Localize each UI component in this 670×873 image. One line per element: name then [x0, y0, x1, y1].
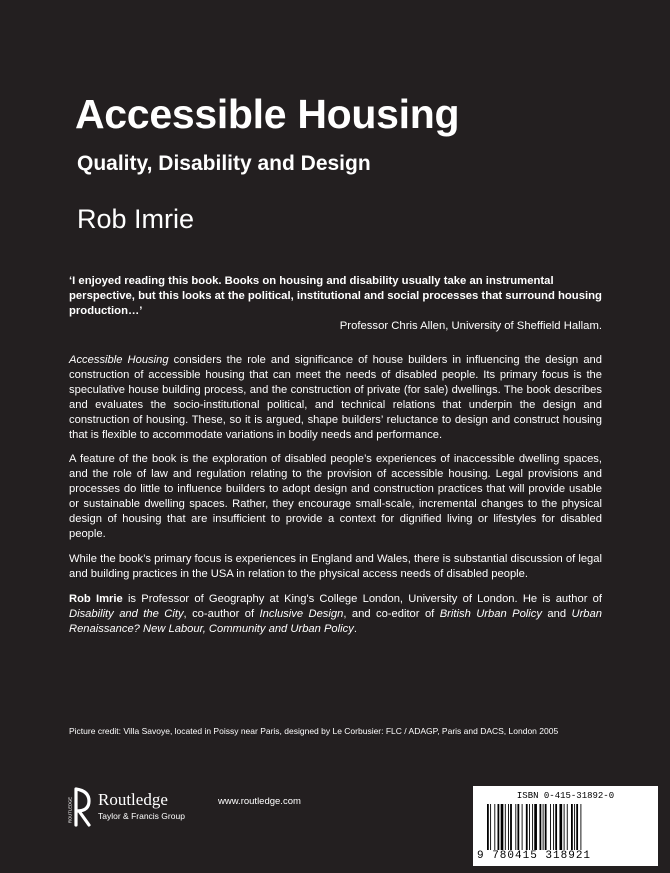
- author-book-4: Urban Renaissance? New Labour, Community and Urban Policy: [69, 607, 602, 635]
- endorsement-attribution: Professor Chris Allen, University of Sheffield Hallam.: [339, 320, 602, 332]
- barcode-stripe: [540, 804, 542, 850]
- author-book-1: Disability and the City: [69, 607, 184, 620]
- barcode-stripe: [553, 804, 554, 850]
- barcode-stripe: [526, 804, 528, 850]
- barcode-stripe: [498, 804, 500, 850]
- barcode-stripe: [571, 804, 573, 850]
- barcode-stripe: [510, 804, 512, 850]
- publisher-group: Taylor & Francis Group: [98, 811, 185, 821]
- barcode-stripe: [564, 804, 565, 850]
- barcode-panel: [473, 786, 658, 866]
- barcode-stripe: [494, 804, 495, 850]
- author-bio-text: .: [353, 622, 357, 635]
- barcode-stripe: [529, 804, 530, 850]
- publisher-logo: [69, 787, 219, 827]
- blurb-paragraph-3: While the book’s primary focus is experiences in England and Wales, there is substantial discussion of legal and building practices in the USA in relation to the physical access needs of disabled people.: [69, 552, 602, 580]
- blurb-title-italic: Accessible Housing: [69, 354, 169, 366]
- blurb-paragraph-2: A feature of the book is the exploration of disabled people’s experiences of inaccessible dwelling spaces, and the role of law and regulation relating to the provision of accessible housing. Legal provisions and processes do little to influence builders to adopt design and construction practices that will provide usable or sustainable dwelling spaces. Rather, they encourage small-scale, incremental changes to the physical design of housing that are insufficient to provide a context for dignified living or lifestyles for disabled people.: [69, 453, 602, 540]
- isbn-label: ISBN 0-415-31892-0: [516, 791, 615, 801]
- book-author: Rob Imrie: [77, 204, 195, 234]
- author-bio: [69, 592, 602, 637]
- blurb: [69, 353, 602, 646]
- author-bio-name: Rob Imrie: [69, 592, 123, 605]
- barcode-icon: [487, 804, 647, 850]
- barcode-stripe: [490, 804, 491, 850]
- barcode-stripe: [576, 804, 578, 850]
- publisher-name: Routledge: [98, 790, 168, 809]
- book-title: Accessible Housing: [75, 91, 460, 137]
- author-bio-text: , and co-editor of: [343, 607, 440, 620]
- blurb-paragraph-1-text: considers the role and significance of house builders in influencing the design and construction of accessible housing that can meet the needs of disabled people. Its primary focus is the speculative house building process, and the construction of private (for sale) dwellings. The book describes and evaluates the socio-institutional political, and technical relations that underpin the design and construction of housing. These, so it is argued, shape builders’ reluctance to design and construct housing that is flexible to accommodate variations in bodily needs and performance.: [69, 354, 602, 441]
- barcode-stripe: [517, 804, 519, 850]
- routledge-logo-icon: [69, 787, 91, 827]
- logo-vertical-text: ROUTLEDGE: [67, 796, 73, 823]
- barcode-stripe: [574, 804, 575, 850]
- blurb-paragraph-1: [69, 353, 602, 442]
- barcode-stripe: [555, 804, 557, 850]
- barcode-stripe: [559, 804, 562, 850]
- barcode-stripe: [534, 804, 537, 850]
- author-bio-text: is Professor of Geography at King's College London, University of London. He is author of: [122, 592, 602, 605]
- barcode-stripe: [543, 804, 544, 850]
- publisher-url: www.routledge.com: [218, 796, 301, 807]
- endorsement: [69, 274, 602, 334]
- author-book-3: British Urban Policy: [439, 607, 542, 620]
- barcode-stripe: [522, 804, 523, 850]
- barcode-stripe: [567, 804, 568, 850]
- barcode-stripe: [501, 804, 504, 850]
- barcode-stripe: [505, 804, 506, 850]
- ean-number: 9 780415 318921: [477, 850, 592, 862]
- author-bio-text: and: [541, 607, 572, 620]
- author-book-2: Inclusive Design: [259, 607, 344, 620]
- author-bio-text: , co-author of: [183, 607, 260, 620]
- barcode-stripe: [545, 804, 547, 850]
- picture-credit: Picture credit: Villa Savoye, located in Poissy near Paris, designed by Le Corbusier: FLC / ADAGP, Paris and DACS, London 2005: [69, 726, 559, 736]
- barcode-stripe: [550, 804, 551, 850]
- endorsement-quote: ‘I enjoyed reading this book. Books on housing and disability usually take an instrumental perspective, but this looks at the political, institutional and social processes that surround housing production…’: [69, 275, 602, 317]
- barcode-stripe: [532, 804, 533, 850]
- book-subtitle: Quality, Disability and Design: [77, 152, 371, 175]
- barcode-stripe: [515, 804, 516, 850]
- barcode-stripe: [487, 804, 489, 850]
- barcode-stripe: [508, 804, 509, 850]
- barcode-stripe: [580, 804, 581, 850]
